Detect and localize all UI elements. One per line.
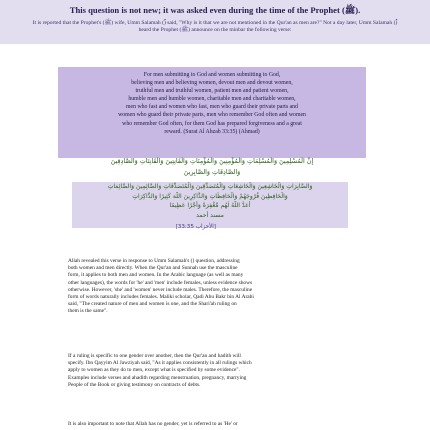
arabic-block-line: وَالصَّابِرَاتِ وَالْخَاشِعِينَ وَالْخَاشِعَاتِ وَالْمُتَصَدِّقِينَ وَالْمُتَصَدِّقَاتِ وَالصَّائِمِينَ وَالصَّائِمَاتِ [107, 183, 313, 190]
verse-line: truthful men and truthful women, patient men and patient women, [135, 88, 289, 95]
body-line: other languages), the words for 'he' and 'men' include females, unless evidence shows [68, 279, 253, 286]
arabic-verse-line-1: إِنَّ الْمُسْلِمِينَ وَالْمُسْلِمَاتِ وَالْمُؤْمِنِينَ وَالْمُؤْمِنَاتِ وَالْقَانِتِينَ وَالْقَانِتَاتِ وَالصَّادِقِينَ [110, 157, 314, 165]
body-line: both women and men directly. When the Qur'an and Sunnah use the masculine [68, 265, 238, 272]
verse-line: humble men and humble women, charitable men and charitable women, [128, 96, 296, 103]
verse-line: For men submitting to God and women submitting to God, [143, 72, 281, 78]
body-line: them is the same". [68, 308, 108, 315]
body-line: Examples include verses and ahadith regarding menstruation, pregnancy, marrying [68, 374, 247, 381]
verse-lines [58, 71, 366, 136]
intro-paragraph: It is reported that the Prophet's (ﷺ) wife, Umm Salamah (ؓ) said, "Why is it that we are not mentioned in the Qur'an as men are?" Not a day later, Umm Salamah (ؓ) heard the Prophet (ﷺ) announce on the minbar the following verse: [32, 20, 398, 33]
body-line: It is also important to note that Allah has no gender, yet is referred to as 'He' or [68, 421, 238, 427]
body-line: If a ruling is specific to one gender over another, then the Qur'an and hadith will [68, 353, 241, 359]
body-line: specify. Ibn Qayyim Al Jawziyah said, "As it applies consistently in all rulings which [68, 360, 252, 367]
arabic-verse-block [72, 182, 348, 228]
body-line: People of the Book or giving testimony on contracts of debts. [68, 381, 201, 388]
surah-reference: [الأحزاب 33:35] [175, 224, 216, 230]
body-paragraph-2 [68, 353, 368, 389]
verse-line: believing men and believing women, devout men and devout women, [131, 80, 293, 87]
arabic-block-line: أَعَدَّ اللَّهُ لَهُم مَّغْفِرَةً وَأَجْرًا عَظِيمًا [169, 202, 251, 210]
page-title: This question is not new; it was asked even during the time of the Prophet (ﷺ). [69, 5, 361, 15]
header-band [0, 0, 430, 44]
verse-line: women who guard their private parts, men who remember God often and women [118, 112, 306, 119]
arabic-block-line: وَالْحَافِظِينَ فُرُوجَهُمْ وَالْحَافِظَاتِ وَالذَّاكِرِينَ اللَّهَ كَثِيرًا وَالذَّاكِرَاتِ [132, 192, 288, 200]
body-line: form, it applies to both men and women. In the Arabic language (as well as many [68, 272, 244, 279]
verse-line: who remember God often, for them God has prepared forgiveness and a great [122, 120, 302, 127]
arabic-block-line: مسند أحمد [196, 211, 224, 219]
body-paragraph-3 [68, 421, 368, 428]
arabic-verse-line-2: وَالصَّادِقَاتِ وَالصَّابِرِينَ [183, 168, 241, 176]
body-line: said, "The created nature of men and women is one, and the Shari'ah ruling on [68, 301, 237, 308]
body-line: form of words naturally includes females. Maliki scholar, Qadi Abu Bakr bin Al Arabi [68, 294, 254, 301]
body-line: otherwise. However, 'she' and 'women' never include males. Therefore, the masculine [68, 286, 253, 293]
verse-line: reward. (Surat Al Ahzab 33:35) (Ahmad) [164, 128, 260, 135]
verse-line: men who fast and women who fast, men who guard their private parts and [126, 104, 298, 111]
verse-translation-box [58, 67, 366, 158]
body-paragraph-1 [68, 258, 368, 316]
body-line: apply to women as they do to men, except what is specified by some evidence". [68, 367, 240, 374]
body-line: Allah revealed this verse in response to Umm Salamah's (ؓ) question, addressing [68, 258, 240, 264]
